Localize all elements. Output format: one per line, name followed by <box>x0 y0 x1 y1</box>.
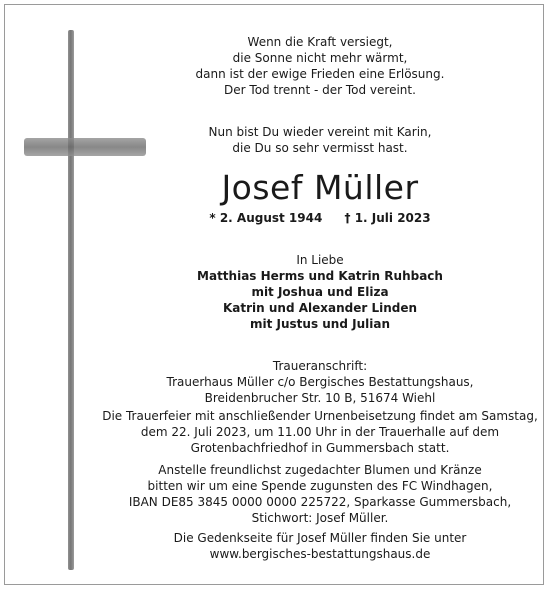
family-line: Matthias Herms und Katrin Ruhbach <box>197 269 443 283</box>
dedication <box>100 124 540 156</box>
life-dates <box>100 210 540 226</box>
mourning-address <box>100 358 540 406</box>
ceremony-line: dem 22. Juli 2023, um 11.00 Uhr in der Trauerhalle auf dem <box>140 425 500 439</box>
website-url: www.bergisches-bestattungshaus.de <box>209 547 431 561</box>
donation-info <box>100 462 540 526</box>
donation-line: Stichwort: Josef Müller. <box>251 511 389 525</box>
family-intro: In Liebe <box>296 253 344 267</box>
donation-line: bitten wir um eine Spende zugunsten des FC Windhagen, <box>147 479 493 493</box>
family-section <box>100 252 540 332</box>
dedication-line: die Du so sehr vermisst hast. <box>232 141 408 155</box>
cross-icon-vertical-beam <box>68 30 74 570</box>
poem-line: die Sonne nicht mehr wärmt, <box>232 51 408 65</box>
address-line: Trauerhaus Müller c/o Bergisches Bestattungshaus, <box>166 375 474 389</box>
website-line: Die Gedenkseite für Josef Müller finden Sie unter <box>173 531 467 545</box>
donation-line: Anstelle freundlichst zugedachter Blumen und Kränze <box>158 463 482 477</box>
deceased-name: Josef Müller <box>221 168 419 207</box>
ceremony-line: Grotenbachfriedhof in Gummersbach statt. <box>190 441 450 455</box>
dedication-line: Nun bist Du wieder vereint mit Karin, <box>208 125 432 139</box>
address-line: Breidenbrucher Str. 10 B, 51674 Wiehl <box>204 391 436 405</box>
poem-line: Wenn die Kraft versiegt, <box>247 35 393 49</box>
birth-date: * 2. August 1944 <box>209 211 323 225</box>
poem <box>100 34 540 98</box>
family-line: mit Joshua und Eliza <box>251 285 389 299</box>
poem-line: dann ist der ewige Frieden eine Erlösung. <box>195 67 445 81</box>
ceremony-line: Die Trauerfeier mit anschließender Urnenbeisetzung findet am Samstag, <box>102 409 538 423</box>
donation-line: IBAN DE85 3845 0000 0000 225722, Sparkasse Gummersbach, <box>128 495 512 509</box>
poem-line: Der Tod trennt - der Tod vereint. <box>224 83 416 97</box>
memorial-page-info <box>100 530 540 562</box>
family-line: Katrin und Alexander Linden <box>222 301 418 315</box>
family-line: mit Justus und Julian <box>249 317 390 331</box>
address-line: Traueranschrift: <box>272 359 368 373</box>
death-date: † 1. Juli 2023 <box>344 211 431 225</box>
ceremony-info <box>100 408 540 456</box>
